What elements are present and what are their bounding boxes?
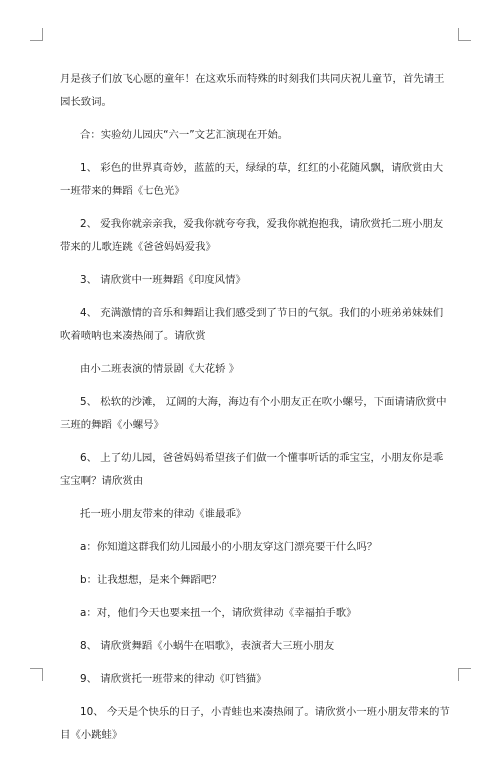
paragraph <box>60 447 448 493</box>
paragraph <box>60 503 448 526</box>
text-line: 4、 充满激情的音乐和舞蹈让我们感受到了节日的气氛。我们的小班弟弟妹妹们 <box>80 307 444 319</box>
paragraph <box>60 701 448 747</box>
paragraph <box>60 358 448 381</box>
text-line: 合：实验幼儿园庆“六一”文艺汇演现在开始。 <box>80 129 289 141</box>
paragraph <box>60 602 448 625</box>
text-line: 月是孩子们放飞心愿的童年！在这欢乐而特殊的时刻我们共同庆祝儿童节，首先请王 <box>60 73 445 85</box>
text-line: 吹着喷呐也来凑热闹了。请欣赏 <box>60 330 206 342</box>
text-line: 一班带来的舞蹈《七色光》 <box>60 185 185 197</box>
paragraph <box>60 635 448 658</box>
paragraph <box>60 68 448 114</box>
paragraph <box>60 269 448 292</box>
paragraph <box>60 536 448 559</box>
text-line: 托一班小朋友带来的律动《谁最乖》 <box>80 508 247 520</box>
paragraph <box>60 157 448 203</box>
paragraph <box>60 391 448 437</box>
text-line: a：对，他们今天也要来扭一个，请欣赏律动《幸福拍手歌》 <box>80 607 357 619</box>
text-line: 9、 请欣赏托一班带来的律动《叮铛猫》 <box>80 673 267 685</box>
text-line: 8、 请欣赏舞蹈《小蜗牛在唱歌》，表演者大三班小朋友 <box>80 640 335 652</box>
crop-mark-top-left <box>30 28 43 41</box>
crop-mark-top-right <box>458 28 471 41</box>
text-line: 6、 上了幼儿园，爸爸妈妈希望孩子们做一个懂事听话的乖宝宝，小朋友你是乖 <box>80 452 444 464</box>
text-line: 5、 松软的沙滩， 辽阔的大海，海边有个小朋友正在吹小螺号，下面请请欣赏中 <box>80 396 447 408</box>
crop-mark-bottom-left <box>30 668 43 681</box>
text-line: 带来的儿歌连跳《爸爸妈妈爱我》 <box>60 241 216 253</box>
text-line: 2、 爱我你就亲亲我，爱我你就夸夸我，爱我你就抱抱我，请欣赏托二班小朋友 <box>80 218 444 230</box>
paragraph <box>60 302 448 348</box>
text-line: 三班的舞蹈《小螺号》 <box>60 419 164 431</box>
crop-mark-bottom-right <box>458 668 471 681</box>
text-line: 园长致词。 <box>60 96 112 108</box>
text-line: 由小二班表演的情景剧《大花轿 》 <box>80 363 240 375</box>
text-line: 10、 今天是个快乐的日子，小青蛙也来凑热闹了。请欣赏小一班小朋友带来的节 <box>80 706 450 718</box>
paragraph <box>60 213 448 259</box>
text-line: a：你知道这群我们幼儿园最小的小朋友穿这门漂亮要干什么吗？ <box>80 541 378 553</box>
paragraph <box>60 668 448 691</box>
paragraph <box>60 569 448 592</box>
text-line: 1、 彩色的世界真奇妙，蓝蓝的天，绿绿的草，红红的小花随风飘，请欣赏由大 <box>80 162 444 174</box>
text-line: 目《小跳蛙》 <box>60 729 123 741</box>
text-line: 宝宝啊？请欣赏由 <box>60 475 144 487</box>
paragraph <box>60 124 448 147</box>
text-line: 3、 请欣赏中一班舞蹈《印度风情》 <box>80 274 246 286</box>
document-body <box>60 68 448 757</box>
text-line: b：让我想想，是来个舞蹈吧？ <box>80 574 222 586</box>
